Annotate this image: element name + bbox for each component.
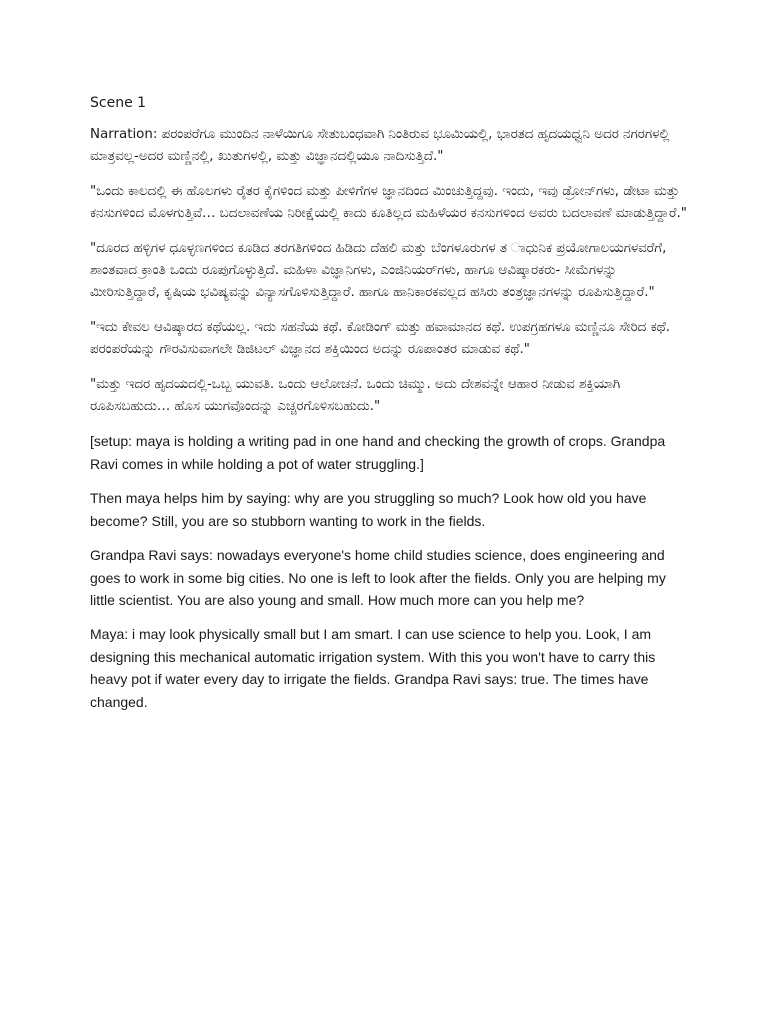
dialogue-paragraph: Maya: i may look physically small but I am smart. I can use science to help you. Look, I am designing this mechanical automatic irrigation system. With this you won't have to carry this heavy pot if water every day to irrigate the fields. Grandpa Ravi says: true. The times have changed.: [90, 626, 656, 710]
scene-heading: Scene 1: [90, 95, 147, 111]
dialogue-paragraph: Then maya helps him by saying: why are you struggling so much? Look how old you have become? Still, you are so stubborn wanting to work in the fields.: [90, 490, 647, 529]
narration-paragraph: "ಮತ್ತು ಇದರ ಹೃದಯದಲ್ಲಿ-ಒಬ್ಬ ಯುವತಿ. ಒಂದು ಆಲೋಚನೆ. ಒಂದು ಚಿಮ್ಮು. ಅದು ದೇಶವನ್ನೇ ಆಹಾರ ನೀಡುವ ಶಕ್ತಿಯಾಗಿ ರೂಪಿಸಬಹುದು… ಹೊಸ ಯುಗವೊಂದನ್ನು ಎಚ್ಚರಗೊಳಿಸಬಹುದು.": [90, 376, 621, 415]
narration-paragraph: "ಇದು ಕೇವಲ ಆವಿಷ್ಕಾರದ ಕಥೆಯಲ್ಲ. ಇದು ಸಹನೆಯ ಕಥೆ. ಕೋಡಿಂಗ್ ಮತ್ತು ಹವಾಮಾನದ ಕಥೆ. ಉಪಗ್ರಹಗಳೂ ಮಣ್ಣಿನೂ ಸೇರಿದ ಕಥೆ. ಪರಂಪರೆಯನ್ನು ಗೌರವಿಸುವಾಗಲೇ ಡಿಜಿಟಲ್ ವಿಜ್ಞಾನದ ಶಕ್ತಿಯಿಂದ ಅದನ್ನು ರೂಪಾಂತರ ಮಾಡುವ ಕಥೆ.": [90, 319, 671, 358]
narration-paragraph: Narration: ಪರಂಪರೆಗೂ ಮುಂದಿನ ನಾಳೆಯಿಗೂ ಸೇತುಬಂಧವಾಗಿ ನಿಂತಿರುವ ಭೂಮಿಯಲ್ಲಿ, ಭಾರತದ ಹೃದಯಧ್ವನಿ ಅದರ ನಗರಗಳಲ್ಲಿ ಮಾತ್ರವಲ್ಲ-ಅದರ ಮಣ್ಣಿನಲ್ಲಿ, ಖುತುಗಳಲ್ಲಿ, ಮತ್ತು ವಿಜ್ಞಾನದಲ್ಲಿಯೂ ನಾದಿಸುತ್ತಿದೆ.": [90, 127, 670, 165]
narration-paragraph: "ಒಂದು ಕಾಲದಲ್ಲಿ ಈ ಹೊಲಗಳು ರೈತರ ಕೈಗಳಿಂದ ಮತ್ತು ಪೀಳಿಗೆಗಳ ಜ್ಞಾನದಿಂದ ಮಿಂಚುತ್ತಿದ್ದವು. ಇಂದು, ಇವು ಡ್ರೋನ್‌ಗಳು, ಡೇಟಾ ಮತ್ತು ಕನಸುಗಳಿಂದ ಮೊಳಗುತ್ತಿವೆ… ಬದಲಾವಣೆಯ ನಿರೀಕ್ಷೆಯಲ್ಲಿ ಕಾದು ಕೂತಿಲ್ಲದ ಮಹಿಳೆಯರ ಕನಸುಗಳಿಂದ ಅವರು ಬದಲಾವಣೆ ಮಾಡುತ್ತಿದ್ದಾರೆ.": [90, 183, 687, 222]
document-page: [90, 92, 690, 725]
setup-paragraph: [setup: maya is holding a writing pad in one hand and checking the growth of crops. Grandpa Ravi comes in while holding a pot of water struggling.]: [90, 433, 666, 472]
narration-paragraph: "ದೂರದ ಹಳ್ಳಿಗಳ ಧೂಳ್ಳಣಗಳಿಂದ ಕೂಡಿದ ತರಗತಿಗಳಿಂದ ಹಿಡಿದು ದೆಹಲಿ ಮತ್ತು ಬೆಂಗಳೂರುಗಳ ತ ಾಧುನಿಕ ಪ್ರಯೋಗಾಲಯಗಳವರೆಗೆ, ಶಾಂತವಾದ ಕ್ರಾಂತಿ ಒಂದು ರೂಪುಗೊಳ್ಳುತ್ತಿದೆ. ಮಹಿಳಾ ವಿಜ್ಞಾನಿಗಳು, ಎಂಜಿನಿಯರ್‌ಗಳು, ಹಾಗೂ ಆವಿಷ್ಕಾರಕರು- ಸೀಮೆಗಳನ್ನು ಮೀರಿಸುತ್ತಿದ್ದಾರೆ, ಕೃಷಿಯ ಭವಿಷ್ಯವನ್ನು ವಿನ್ಯಾಸಗೊಳಿಸುತ್ತಿದ್ದಾರೆ. ಹಾಗೂ ಹಾನಿಕಾರಕವಲ್ಲದ ಹಸಿರು ತಂತ್ರಜ್ಞಾನಗಳನ್ನು ರೂಪಿಸುತ್ತಿದ್ದಾರೆ.": [90, 240, 667, 301]
dialogue-paragraph: Grandpa Ravi says: nowadays everyone's home child studies science, does engineering and goes to work in some big cities. No one is left to look after the fields. Only you are helping my little scientist. You are also young and small. How much more can you help me?: [90, 547, 666, 608]
